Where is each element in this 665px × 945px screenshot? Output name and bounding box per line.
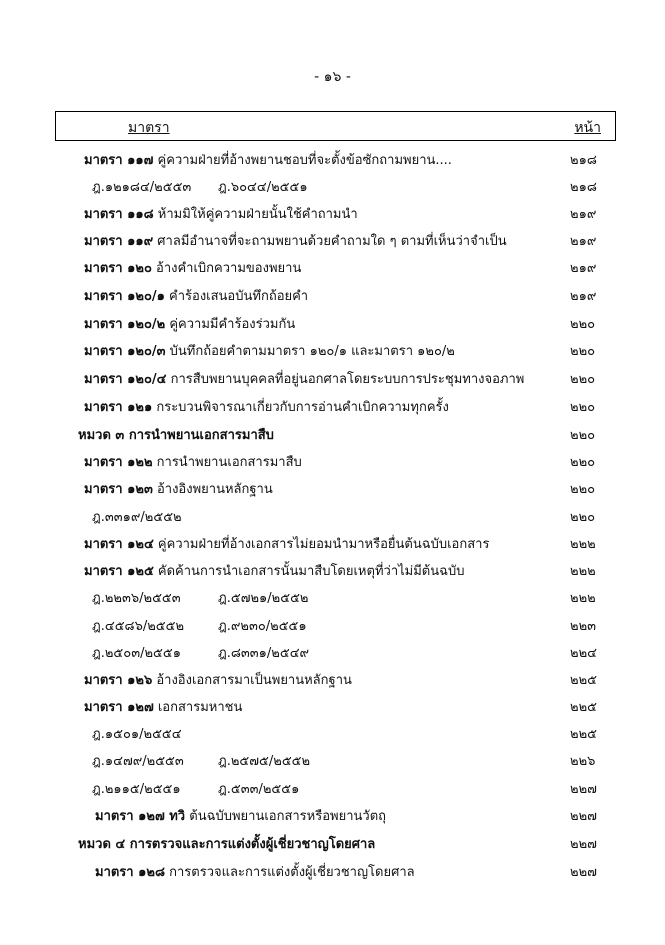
- page-ref: ๒๒๐: [570, 372, 596, 387]
- page-ref: ๒๒๕: [570, 700, 597, 715]
- toc-entry: [0, 534, 665, 556]
- page-ref: ๒๒๒: [570, 564, 596, 579]
- page-ref: ๒๒๐: [570, 344, 596, 359]
- entry-text: [92, 616, 184, 638]
- entry-title: การนำพยานเอกสารมาสืบ: [156, 455, 302, 470]
- entry-label: มาตรา ๑๒๓: [84, 482, 153, 497]
- entry-title: การตรวจและการแต่งตั้งผู้เชี่ยวชาญโดยศาล: [169, 865, 415, 880]
- entry-label: มาตรา ๑๒๐: [84, 261, 152, 276]
- deeka-reference: ฎ.๒๑๑๕/๒๕๕๑: [92, 782, 181, 797]
- entry-label: มาตรา ๑๒๐/๓: [84, 344, 166, 359]
- page-ref: ๒๒๐: [570, 455, 596, 470]
- entry-text: [84, 452, 302, 474]
- column-header-section: มาตรา: [128, 120, 170, 136]
- entry-label: หมวด ๔: [78, 837, 126, 852]
- deeka-reference: ฎ.๒๕๐๓/๒๕๕๑: [92, 646, 181, 661]
- entry-text: [92, 779, 181, 801]
- deeka-reference: ฎ.๘๓๓๑/๒๕๔๙: [218, 646, 310, 661]
- entry-text: [95, 806, 386, 828]
- page-ref: ๒๒๐: [570, 482, 596, 497]
- deeka-reference: ฎ.๑๕๐๑/๒๕๕๔: [92, 727, 182, 742]
- page-ref: ๒๑๙: [570, 207, 597, 222]
- toc-deeka-row: [0, 616, 665, 638]
- toc-heading: [0, 425, 665, 447]
- toc-entry: [0, 670, 665, 692]
- entry-text: [84, 286, 308, 308]
- page-ref: ๒๑๙: [570, 289, 597, 304]
- entry-text: [84, 670, 352, 692]
- deeka-reference: ฎ.๙๒๓๐/๒๕๕๑: [218, 619, 307, 634]
- entry-text: [84, 561, 464, 583]
- entry-label: หมวด ๓: [78, 428, 125, 443]
- page-ref: ๒๒๖: [570, 754, 596, 769]
- toc-entry: [0, 697, 665, 719]
- entry-text: [92, 177, 191, 199]
- deeka-reference: ฎ.๔๕๘๖/๒๕๕๒: [92, 619, 185, 634]
- entry-title: อ้างอิงเอกสารมาเป็นพยานหลักฐาน: [156, 673, 352, 688]
- entry-text: [78, 834, 375, 856]
- deeka-reference: ฎ.๕๗๒๑/๒๕๕๒: [218, 591, 309, 606]
- entry-label: มาตรา ๑๒๑: [84, 400, 153, 415]
- toc-entry: [0, 204, 665, 226]
- page-ref: ๒๑๙: [570, 261, 597, 276]
- entry-title: การสืบพยานบุคคลที่อยู่นอกศาลโดยระบบการประชุมทางจอภาพ: [170, 372, 525, 387]
- toc-deeka-row: [0, 751, 665, 773]
- toc-entry: [0, 150, 665, 172]
- entry-label: มาตรา ๑๑๙: [84, 234, 154, 249]
- entry-label: มาตรา ๑๒๐/๔: [84, 372, 167, 387]
- toc-entry: [0, 862, 665, 884]
- entry-text: [84, 534, 489, 556]
- entry-title: คู่ความมีคำร้องร่วมกัน: [169, 317, 296, 332]
- toc-entry: [0, 369, 665, 391]
- page-ref: ๒๒๐: [570, 400, 596, 415]
- deeka-reference: ฎ.๑๒๑๘๔/๒๕๕๓: [92, 180, 192, 195]
- entry-title: กระบวนพิจารณาเกี่ยวกับการอ่านคำเบิกความทุกครั้ง: [156, 400, 449, 415]
- page-ref: ๒๑๙: [570, 234, 597, 249]
- entry-label: มาตรา ๑๒๖: [84, 673, 153, 688]
- page-ref: ๒๒๗: [570, 865, 597, 880]
- entry-text: [84, 204, 358, 226]
- entry-title: ห้ามมิให้คู่ความฝ่ายนั้นใช้คำถามนำ: [157, 207, 358, 222]
- page-ref: ๒๒๐: [570, 428, 596, 443]
- entry-title: บันทึกถ้อยคำตามมาตรา ๑๒๐/๑ และมาตรา ๑๒๐/๒: [169, 344, 455, 359]
- entry-text: [92, 588, 181, 610]
- deeka-reference: ฎ.๖๐๔๔/๒๕๕๑: [218, 180, 308, 195]
- toc-deeka-row: [0, 588, 665, 610]
- page-ref: ๒๒๔: [570, 646, 597, 661]
- entry-title: การตรวจและการแต่งตั้งผู้เชี่ยวชาญโดยศาล: [129, 837, 376, 852]
- entry-title: คำร้องเสนอบันทึกถ้อยคำ: [169, 289, 309, 304]
- entry-text: [84, 479, 273, 501]
- toc-entry: [0, 286, 665, 308]
- entry-text: [95, 862, 415, 884]
- entry-label: มาตรา ๑๒๕: [84, 564, 154, 579]
- page-ref: ๒๒๓: [570, 619, 597, 634]
- toc-entry: [0, 452, 665, 474]
- entry-label: มาตรา ๑๒๐/๑: [84, 289, 165, 304]
- page-ref: ๒๒๐: [570, 510, 596, 525]
- entry-label: มาตรา ๑๒๔: [84, 537, 154, 552]
- deeka-reference: ฎ.๓๓๑๙/๒๕๕๒: [92, 510, 182, 525]
- page-ref: ๒๒๗: [570, 837, 597, 852]
- entry-text: [84, 231, 507, 253]
- page-ref: ๒๒๗: [570, 809, 597, 824]
- toc-entry: [0, 806, 665, 828]
- entry-title: อ้างอิงพยานหลักฐาน: [156, 482, 273, 497]
- entry-text: [84, 369, 524, 391]
- entry-label: มาตรา ๑๑๘: [84, 207, 154, 222]
- toc-entry: [0, 397, 665, 419]
- toc-deeka-row: [0, 779, 665, 801]
- entry-label: มาตรา ๑๑๗: [84, 153, 154, 168]
- entry-text: [84, 258, 301, 280]
- page-ref: ๒๒๐: [570, 317, 596, 332]
- entry-title: คู่ความฝ่ายที่อ้างเอกสารไม่ยอมนำมาหรือยื่นต้นฉบับเอกสาร: [157, 537, 490, 552]
- page-ref: ๒๑๘: [570, 180, 597, 195]
- page-ref: ๒๒๗: [570, 782, 597, 797]
- toc-entry: [0, 231, 665, 253]
- entry-text: [84, 150, 452, 172]
- page-ref: ๒๑๘: [570, 153, 597, 168]
- entry-text: [92, 724, 182, 746]
- entry-title: อ้างคำเบิกความของพยาน: [156, 261, 302, 276]
- entry-label: มาตรา ๑๒๐/๒: [84, 317, 166, 332]
- toc-deeka-row: [0, 643, 665, 665]
- page-number: - ๑๖ -: [314, 69, 351, 85]
- entry-text: [92, 643, 181, 665]
- entry-text: [84, 397, 449, 419]
- toc-entry: [0, 258, 665, 280]
- toc-heading: [0, 834, 665, 856]
- page-ref: ๒๒๕: [570, 727, 597, 742]
- deeka-reference: ฎ.๒๕๗๕/๒๕๕๒: [218, 754, 311, 769]
- entry-label: มาตรา ๑๒๒: [84, 455, 153, 470]
- entry-text: [84, 697, 242, 719]
- entry-title: คู่ความฝ่ายที่อ้างพยานชอบที่จะตั้งข้อซักถามพยาน....: [157, 153, 452, 168]
- toc-deeka-row: [0, 724, 665, 746]
- deeka-reference: ฎ.๑๔๗๙/๒๕๕๓: [92, 754, 184, 769]
- entry-title: การนำพยานเอกสารมาสืบ: [128, 428, 274, 443]
- entry-title: เอกสารมหาชน: [157, 700, 243, 715]
- column-header-page: หน้า: [574, 120, 601, 136]
- entry-label: มาตรา ๑๒๘: [95, 865, 165, 880]
- entry-title: ศาลมีอำนาจที่จะถามพยานด้วยคำถามใด ๆ ตามที่เห็นว่าจำเป็น: [157, 234, 507, 249]
- toc-header: [55, 111, 616, 141]
- entry-label: มาตรา ๑๒๗ ทวิ: [95, 809, 186, 824]
- page-ref: ๒๒๒: [570, 591, 596, 606]
- page-ref: ๒๒๒: [570, 537, 596, 552]
- entry-text: [84, 314, 295, 336]
- entry-label: มาตรา ๑๒๗: [84, 700, 154, 715]
- toc-deeka-row: [0, 177, 665, 199]
- entry-text: [92, 751, 184, 773]
- toc-deeka-row: [0, 507, 665, 529]
- deeka-reference: ฎ.๕๓๓/๒๕๕๑: [218, 782, 300, 797]
- entry-text: [78, 425, 274, 447]
- entry-title: ต้นฉบับพยานเอกสารหรือพยานวัตถุ: [189, 809, 387, 824]
- toc-entry: [0, 314, 665, 336]
- page-ref: ๒๒๕: [570, 673, 597, 688]
- entry-text: [92, 507, 182, 529]
- entry-text: [84, 341, 455, 363]
- entry-title: คัดค้านการนำเอกสารนั้นมาสืบโดยเหตุที่ว่าไม่มีต้นฉบับ: [157, 564, 465, 579]
- toc-entry: [0, 341, 665, 363]
- toc-entry: [0, 561, 665, 583]
- deeka-reference: ฎ.๒๒๓๖/๒๕๕๓: [92, 591, 181, 606]
- toc-entry: [0, 479, 665, 501]
